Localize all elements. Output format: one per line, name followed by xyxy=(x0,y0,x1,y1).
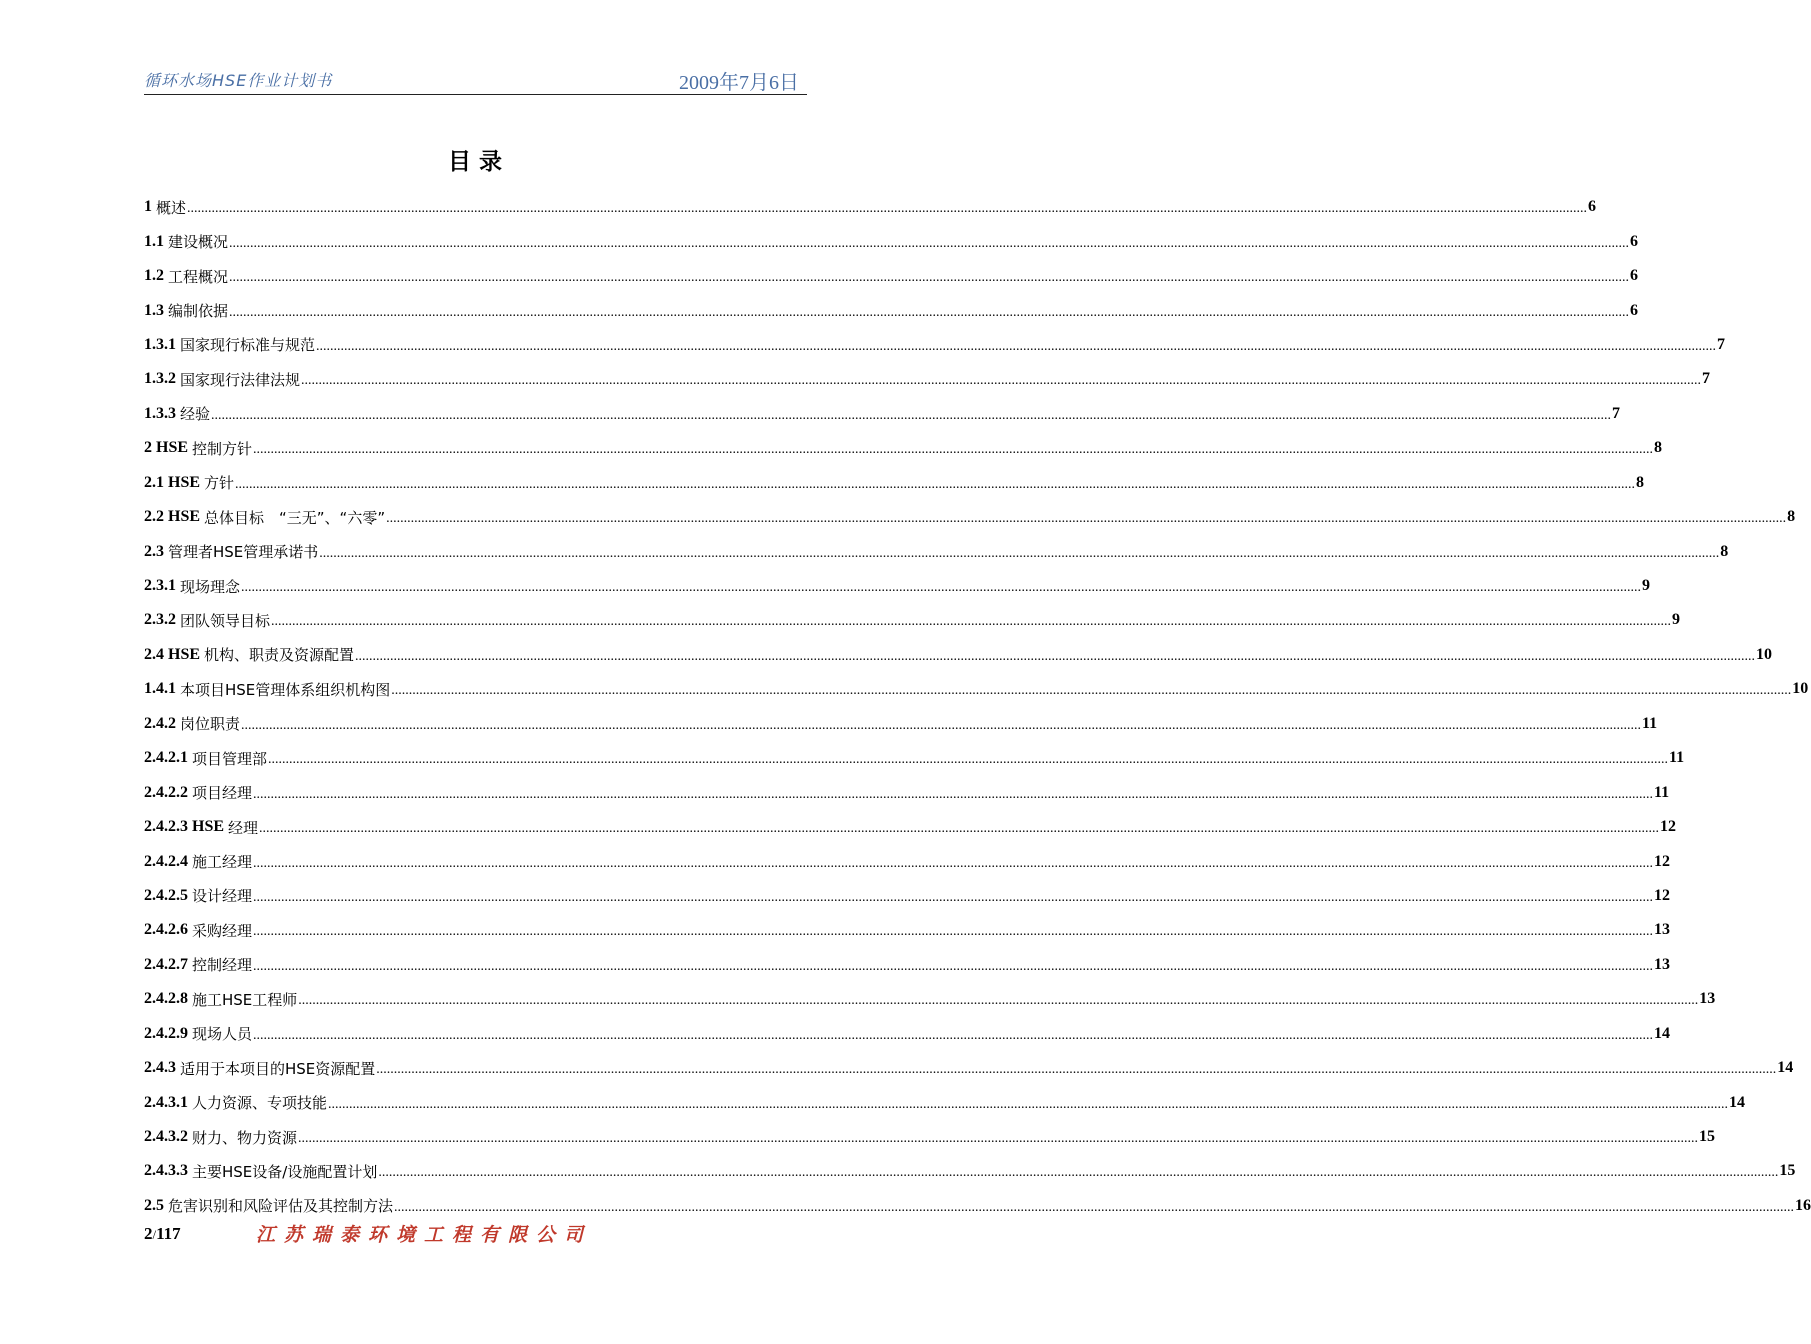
toc-entry-page: 9 xyxy=(1672,611,1681,629)
toc-entry-number: 2.4.2.4 xyxy=(144,852,192,870)
toc-entry-number: 2.4.2.6 xyxy=(144,921,192,939)
toc-entry-title: 管理者HSE管理承诺书 xyxy=(168,543,319,562)
toc-leader-dots: ................................................................................................................................................................................................................................................................................................................................................................................................................ xyxy=(298,993,1699,1009)
toc-entry-number: 2.2 HSE xyxy=(144,508,205,526)
toc-entry-title: 项目经理 xyxy=(192,784,253,803)
toc-leader-dots: ................................................................................................................................................................................................................................................................................................................................................................................................................ xyxy=(268,752,1669,768)
toc-leader-dots: ................................................................................................................................................................................................................................................................................................................................................................................................................ xyxy=(271,614,1672,630)
toc-entry-number: 2.3.2 xyxy=(144,611,180,629)
toc-leader-dots: ................................................................................................................................................................................................................................................................................................................................................................................................................ xyxy=(241,580,1642,596)
toc-list xyxy=(144,190,1811,1223)
toc-entry-page: 15 xyxy=(1779,1162,1796,1180)
toc-entry[interactable] xyxy=(144,259,1639,293)
toc-entry[interactable] xyxy=(144,741,1685,775)
toc-entry-number: 2.4.2 xyxy=(144,714,180,732)
toc-entry[interactable] xyxy=(144,328,1726,362)
toc-entry[interactable] xyxy=(144,362,1711,396)
toc-entry[interactable] xyxy=(144,431,1663,465)
toc-entry-number: 2.4.2.8 xyxy=(144,990,192,1008)
toc-entry-title: 建设概况 xyxy=(168,233,229,252)
toc-entry[interactable] xyxy=(144,190,1597,224)
toc-entry-page: 13 xyxy=(1699,990,1716,1008)
toc-entry-title: 国家现行法律法规 xyxy=(180,370,301,389)
toc-entry-number: 2.5 xyxy=(144,1196,168,1214)
toc-leader-dots: ................................................................................................................................................................................................................................................................................................................................................................................................................ xyxy=(253,855,1654,871)
toc-entry[interactable] xyxy=(144,293,1639,327)
toc-entry-number: 1.3.2 xyxy=(144,370,180,388)
toc-entry[interactable] xyxy=(144,844,1671,878)
toc-entry[interactable] xyxy=(144,913,1671,947)
toc-entry-title: 现场人员 xyxy=(192,1025,253,1044)
toc-entry-title: 施工经理 xyxy=(192,853,253,872)
toc-entry[interactable] xyxy=(144,603,1681,637)
toc-leader-dots: ................................................................................................................................................................................................................................................................................................................................................................................................................ xyxy=(259,821,1660,837)
footer-company-name: 江苏瑞泰环境工程有限公司 xyxy=(256,1224,593,1246)
toc-entry-page: 7 xyxy=(1717,335,1726,353)
toc-entry-number: 2.4.2.2 xyxy=(144,783,192,801)
toc-entry[interactable] xyxy=(144,1051,1794,1085)
toc-entry-page: 10 xyxy=(1756,645,1773,663)
toc-entry-number: 1.3 xyxy=(144,301,168,319)
toc-entry[interactable] xyxy=(144,810,1677,844)
toc-entry-title: 编制依据 xyxy=(168,302,229,321)
toc-entry-title: 工程概况 xyxy=(168,267,229,286)
toc-entry-title: 人力资源、专项技能 xyxy=(192,1094,328,1113)
toc-entry-number: 2.4.2.3 HSE xyxy=(144,818,229,836)
toc-leader-dots: ................................................................................................................................................................................................................................................................................................................................................................................................................ xyxy=(229,304,1630,320)
toc-entry-page: 13 xyxy=(1654,955,1671,973)
toc-entry[interactable] xyxy=(144,1085,1746,1119)
toc-entry-page: 11 xyxy=(1642,714,1658,732)
toc-entry-number: 1.1 xyxy=(144,232,168,250)
toc-entry-title: 采购经理 xyxy=(192,921,253,940)
toc-entry-page: 9 xyxy=(1642,577,1651,595)
toc-entry-page: 12 xyxy=(1654,852,1671,870)
toc-entry-number: 1 xyxy=(144,198,156,216)
toc-entry[interactable] xyxy=(144,1189,1811,1223)
toc-leader-dots: ................................................................................................................................................................................................................................................................................................................................................................................................................ xyxy=(187,201,1588,217)
toc-title: 目 录 xyxy=(447,149,502,175)
toc-entry[interactable] xyxy=(144,500,1796,534)
page-current: 2 xyxy=(144,1224,153,1243)
toc-entry-page: 8 xyxy=(1636,473,1645,491)
toc-leader-dots: ................................................................................................................................................................................................................................................................................................................................................................................................................ xyxy=(241,717,1642,733)
page-total: 117 xyxy=(156,1224,181,1243)
header-date: 2009年7月6日 xyxy=(679,72,799,94)
toc-entry-title: 控制方针 xyxy=(192,439,253,458)
toc-entry[interactable] xyxy=(144,707,1658,741)
toc-entry-title: 团队领导目标 xyxy=(180,611,271,630)
toc-entry[interactable] xyxy=(144,466,1645,500)
toc-entry-title: 岗位职责 xyxy=(180,715,241,734)
toc-entry-number: 1.2 xyxy=(144,267,168,285)
toc-entry-title: 国家现行标准与规范 xyxy=(180,336,316,355)
toc-entry[interactable] xyxy=(144,534,1729,568)
toc-entry-number: 2.4.3.3 xyxy=(144,1162,192,1180)
toc-entry-title: 方针 xyxy=(204,474,235,493)
toc-entry-title: 项目管理部 xyxy=(192,749,268,768)
toc-entry-title: 机构、职责及资源配置 xyxy=(204,646,355,665)
toc-entry-number: 1.3.3 xyxy=(144,404,180,422)
toc-leader-dots: ................................................................................................................................................................................................................................................................................................................................................................................................................ xyxy=(253,442,1654,458)
toc-entry-page: 8 xyxy=(1787,508,1796,526)
toc-entry-page: 14 xyxy=(1654,1024,1671,1042)
toc-leader-dots: ................................................................................................................................................................................................................................................................................................................................................................................................................ xyxy=(319,545,1720,561)
toc-entry-page: 12 xyxy=(1654,886,1671,904)
toc-entry-page: 6 xyxy=(1630,301,1639,319)
toc-entry-title: 总体目标 “三无”、“六零” xyxy=(204,508,386,527)
toc-entry-page: 14 xyxy=(1729,1093,1746,1111)
toc-entry-title: 主要HSE设备/设施配置计划 xyxy=(192,1162,378,1181)
toc-entry-number: 2.4 HSE xyxy=(144,645,205,663)
toc-entry-page: 16 xyxy=(1795,1196,1811,1214)
toc-entry-number: 2.4.2.9 xyxy=(144,1024,192,1042)
toc-leader-dots: ................................................................................................................................................................................................................................................................................................................................................................................................................ xyxy=(376,1062,1777,1078)
toc-entry-page: 6 xyxy=(1630,267,1639,285)
toc-entry[interactable] xyxy=(144,1120,1716,1154)
toc-entry-number: 2.4.3 xyxy=(144,1059,180,1077)
toc-entry-page: 13 xyxy=(1654,921,1671,939)
toc-entry[interactable] xyxy=(144,569,1651,603)
toc-entry-page: 14 xyxy=(1777,1059,1794,1077)
page-separator: / xyxy=(152,1227,157,1242)
toc-leader-dots: ................................................................................................................................................................................................................................................................................................................................................................................................................ xyxy=(298,1131,1699,1147)
toc-leader-dots: ................................................................................................................................................................................................................................................................................................................................................................................................................ xyxy=(316,338,1717,354)
toc-leader-dots: ................................................................................................................................................................................................................................................................................................................................................................................................................ xyxy=(235,476,1636,492)
toc-entry[interactable] xyxy=(144,948,1671,982)
toc-entry-page: 11 xyxy=(1669,749,1685,767)
toc-entry-page: 11 xyxy=(1654,783,1670,801)
toc-entry-number: 2 HSE xyxy=(144,439,193,457)
toc-entry-title: 经验 xyxy=(180,405,211,424)
toc-entry-number: 2.4.3.2 xyxy=(144,1128,192,1146)
toc-entry-page: 15 xyxy=(1699,1128,1716,1146)
toc-entry[interactable] xyxy=(144,1154,1796,1188)
toc-entry[interactable] xyxy=(144,1017,1671,1051)
toc-entry-number: 2.4.2.1 xyxy=(144,749,192,767)
toc-leader-dots: ................................................................................................................................................................................................................................................................................................................................................................................................................ xyxy=(229,270,1630,286)
toc-leader-dots: ................................................................................................................................................................................................................................................................................................................................................................................................................ xyxy=(328,1096,1729,1112)
toc-leader-dots: ................................................................................................................................................................................................................................................................................................................................................................................................................ xyxy=(253,958,1654,974)
toc-entry-number: 2.4.2.7 xyxy=(144,955,192,973)
toc-entry[interactable] xyxy=(144,879,1671,913)
toc-entry-title: 本项目HSE管理体系组织机构图 xyxy=(180,680,391,699)
toc-entry-title: 危害识别和风险评估及其控制方法 xyxy=(168,1197,394,1216)
toc-entry-page: 7 xyxy=(1702,370,1711,388)
page-header xyxy=(144,66,807,95)
toc-leader-dots: ................................................................................................................................................................................................................................................................................................................................................................................................................ xyxy=(394,1199,1795,1215)
toc-entry-number: 1.4.1 xyxy=(144,680,180,698)
toc-entry-number: 2.4.3.1 xyxy=(144,1093,192,1111)
toc-entry-title: 财力、物力资源 xyxy=(192,1128,298,1147)
toc-entry[interactable] xyxy=(144,982,1716,1016)
toc-entry-page: 7 xyxy=(1612,404,1621,422)
toc-entry-page: 10 xyxy=(1792,680,1809,698)
toc-entry-number: 2.1 HSE xyxy=(144,473,205,491)
toc-entry-title: 现场理念 xyxy=(180,577,241,596)
toc-entry-title: 设计经理 xyxy=(192,887,253,906)
toc-entry[interactable] xyxy=(144,638,1773,672)
toc-entry-number: 2.3.1 xyxy=(144,577,180,595)
toc-entry-number: 2.3 xyxy=(144,542,168,560)
toc-leader-dots: ................................................................................................................................................................................................................................................................................................................................................................................................................ xyxy=(253,786,1654,802)
toc-entry-title: 控制经理 xyxy=(192,956,253,975)
toc-leader-dots: ................................................................................................................................................................................................................................................................................................................................................................................................................ xyxy=(253,1027,1654,1043)
toc-entry-title: 施工HSE工程师 xyxy=(192,990,298,1009)
toc-entry-number: 2.4.2.5 xyxy=(144,886,192,904)
header-title: 循环水场HSE作业计划书 xyxy=(144,71,333,90)
toc-entry[interactable] xyxy=(144,672,1809,706)
toc-entry-title: 概述 xyxy=(156,198,187,217)
toc-entry-page: 8 xyxy=(1720,542,1729,560)
toc-entry-title: 适用于本项目的HSE资源配置 xyxy=(180,1059,376,1078)
toc-entry[interactable] xyxy=(144,397,1621,431)
toc-entry-number: 1.3.1 xyxy=(144,335,180,353)
toc-leader-dots: ................................................................................................................................................................................................................................................................................................................................................................................................................ xyxy=(253,924,1654,940)
toc-leader-dots: ................................................................................................................................................................................................................................................................................................................................................................................................................ xyxy=(253,889,1654,905)
toc-entry-page: 8 xyxy=(1654,439,1663,457)
toc-leader-dots: ................................................................................................................................................................................................................................................................................................................................................................................................................ xyxy=(391,683,1792,699)
toc-leader-dots: ................................................................................................................................................................................................................................................................................................................................................................................................................ xyxy=(378,1165,1779,1181)
footer-page-number xyxy=(144,1224,181,1244)
toc-leader-dots: ................................................................................................................................................................................................................................................................................................................................................................................................................ xyxy=(301,373,1702,389)
toc-leader-dots: ................................................................................................................................................................................................................................................................................................................................................................................................................ xyxy=(355,648,1756,664)
toc-entry[interactable] xyxy=(144,224,1639,258)
toc-entry-page: 12 xyxy=(1660,818,1677,836)
toc-entry-page: 6 xyxy=(1588,198,1597,216)
toc-leader-dots: ................................................................................................................................................................................................................................................................................................................................................................................................................ xyxy=(229,235,1630,251)
toc-entry-page: 6 xyxy=(1630,232,1639,250)
toc-leader-dots: ................................................................................................................................................................................................................................................................................................................................................................................................................ xyxy=(211,407,1612,423)
toc-leader-dots: ................................................................................................................................................................................................................................................................................................................................................................................................................ xyxy=(386,511,1787,527)
toc-entry[interactable] xyxy=(144,775,1670,809)
toc-entry-title: 经理 xyxy=(228,818,259,837)
